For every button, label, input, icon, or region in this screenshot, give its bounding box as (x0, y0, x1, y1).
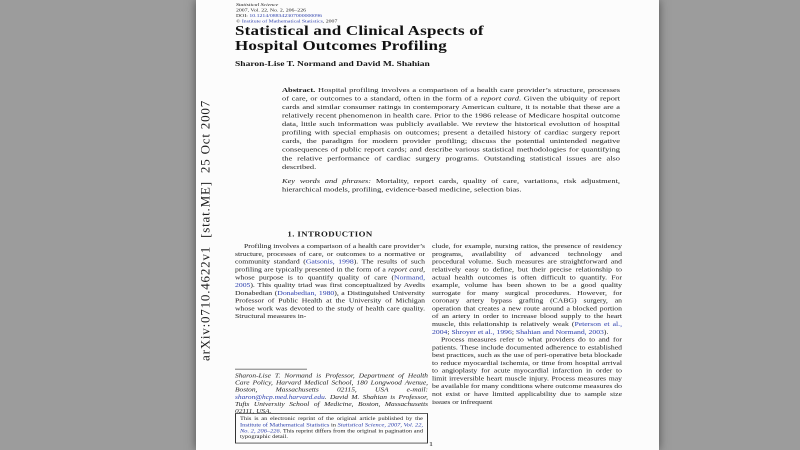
text-segment: . Given the ubiquity of report cards and similar consumer ratings in contemporary American culture, it is notable that these are a relatively recent phenomenon in health care. Prior to the 1986 release of Medicare hospital outcome data, little such information was publicly available. We review the historical evolution of hospital profiling with special emphasis on outcomes; present a detailed history of cardiac surgery report cards, the paradigm for modern provider profiling; discuss the potential unintended negative consequences of public report cards; and describe various statistical methodologies for quantifying the relative performance of cardiac surgery programs. Outstanding statistical issues are also described. (282, 94, 621, 171)
text-segment: DOI: (236, 14, 250, 19)
authors: Sharon-Lise T. Normand and David M. Shahian (235, 60, 430, 69)
link[interactable]: Normand, 2005 (235, 273, 425, 289)
text-segment: . This reprint differs from the original in pagination and typographic detail. (240, 428, 423, 440)
link[interactable]: Institute of Mathematical Statistics (240, 422, 330, 428)
link[interactable]: 10.1214/088342307000000096 (249, 14, 322, 19)
text-segment: report card (388, 266, 424, 274)
arxiv-stamp: arXiv:0710.4622v1 [stat.ME] 25 Oct 2007 (197, 100, 213, 361)
link[interactable]: Peterson et al., 2004 (432, 320, 622, 336)
footnote-rule (235, 369, 307, 370)
column-right (432, 243, 622, 406)
author-footnote (235, 369, 428, 415)
journal-name: Statistical Science (236, 3, 279, 8)
footnote-text (235, 372, 428, 415)
link[interactable]: Donabedian, 1980 (277, 289, 335, 297)
link[interactable]: Statistical Science, 2007, Vol. 22, No. 2, 206–226 (240, 422, 423, 434)
text-segment: in (329, 422, 338, 428)
link[interactable]: Shroyer et al., 1996 (451, 328, 512, 336)
abstract-block (282, 86, 620, 194)
text-segment: © (236, 19, 242, 25)
text-segment: , whose purpose is to quantify quality of care ( (235, 266, 425, 281)
paper-page (196, 0, 659, 450)
text-segment: Sharon-Lise T. Normand is Professor, Department of Health Care Policy, Harvard Medical School, 180 Longwood Avenue, Boston, Massachusetts 02115, USA e-mail: (235, 371, 428, 394)
paper-title-line2: Hospital Outcomes Profiling (235, 38, 447, 53)
intro-paragraph-left (235, 243, 425, 321)
text-segment: Hospital profiling involves a comparison of a health care provider’s structure, processes of care, or outcomes to a standard, often in the form of a (282, 86, 620, 102)
text-segment: This is an electronic reprint of the original article published by the (240, 416, 423, 422)
intro-paragraph-right-2 (432, 336, 622, 406)
section-heading-introduction: 1. INTRODUCTION (287, 230, 373, 239)
text-segment: ; (511, 328, 516, 336)
text-segment: , 2007 (322, 19, 338, 25)
text-segment: . David M. Shahian is Professor, Tufts University School of Medicine, Boston, Massachusetts 02111, USA. (235, 393, 428, 415)
link[interactable]: Institute of Mathematical Statistics (241, 19, 323, 25)
text-segment: Key words and phrases: (282, 177, 372, 185)
link[interactable]: Shahian and Normand, 2003 (515, 328, 604, 336)
text-segment: Mortality, report cards, quality of care, variations, risk adjustment, hierarchical models, profiling, evidence-based medicine, selection bias. (282, 177, 620, 193)
journal-header (236, 3, 337, 25)
page-content (196, 0, 659, 450)
abstract-text (282, 86, 620, 172)
paper-title (235, 23, 484, 53)
text-segment: ). (603, 328, 609, 336)
text-segment: ), a Distinguished University Professor of Public Health at the University of Michigan whose work was devoted to the study of health care quality. Structural measures in- (235, 289, 425, 320)
keywords-text (282, 177, 620, 194)
journal-volume: 2007, Vol. 22, No. 2, 206–226 (236, 8, 306, 14)
text-segment: Process measures refer to what providers do to and for patients. These include documented adherence to established best practices, such as the use of peri-operative beta blockade to reduce myocardial ischemia, or time from hospital arrival to angioplasty for acute myocardial infarction in order to limit irreversible heart muscle injury. Process measures may be available for many conditions where outcome measures do not exist or have limited applicability due to sample size issues or infrequent (432, 336, 622, 406)
link[interactable]: sharon@hcp.med.harvard.edu (235, 393, 325, 401)
text-segment: Profiling involves a comparison of a health care provider’s structure, processes of care, or outcomes to a normative or community standard ( (235, 242, 425, 266)
text-segment: report card (480, 94, 519, 102)
text-segment: Abstract. (282, 86, 316, 94)
text-segment: ; (447, 328, 452, 336)
page-number: 1 (428, 439, 434, 448)
link[interactable]: Gatsonis, 1998 (305, 258, 354, 266)
text-segment: ). This quality triad was first conceptualized by Avedis Donabedian ( (235, 281, 425, 297)
intro-paragraph-right-1 (432, 243, 622, 336)
text-segment: ). The results of such profiling are typically presented in the form of a (235, 258, 426, 274)
paper-title-line1: Statistical and Clinical Aspects of (235, 23, 484, 39)
text-segment: clude, for example, nursing ratios, the presence of residency programs, availability of advanced technology and procedural volume. Such measures are straightforward and relatively easy to define, but their precise relationship to actual health outcomes is often difficult to quantify. For example, volume has been shown to be a good quality surrogate for many surgical procedures. However, for coronary artery bypass grafting (CABG) surgery, an operation that creates a new route around a blocked portion of an artery in order to increase blood supply to the heart muscle, this relationship is relatively weak ( (432, 242, 622, 328)
